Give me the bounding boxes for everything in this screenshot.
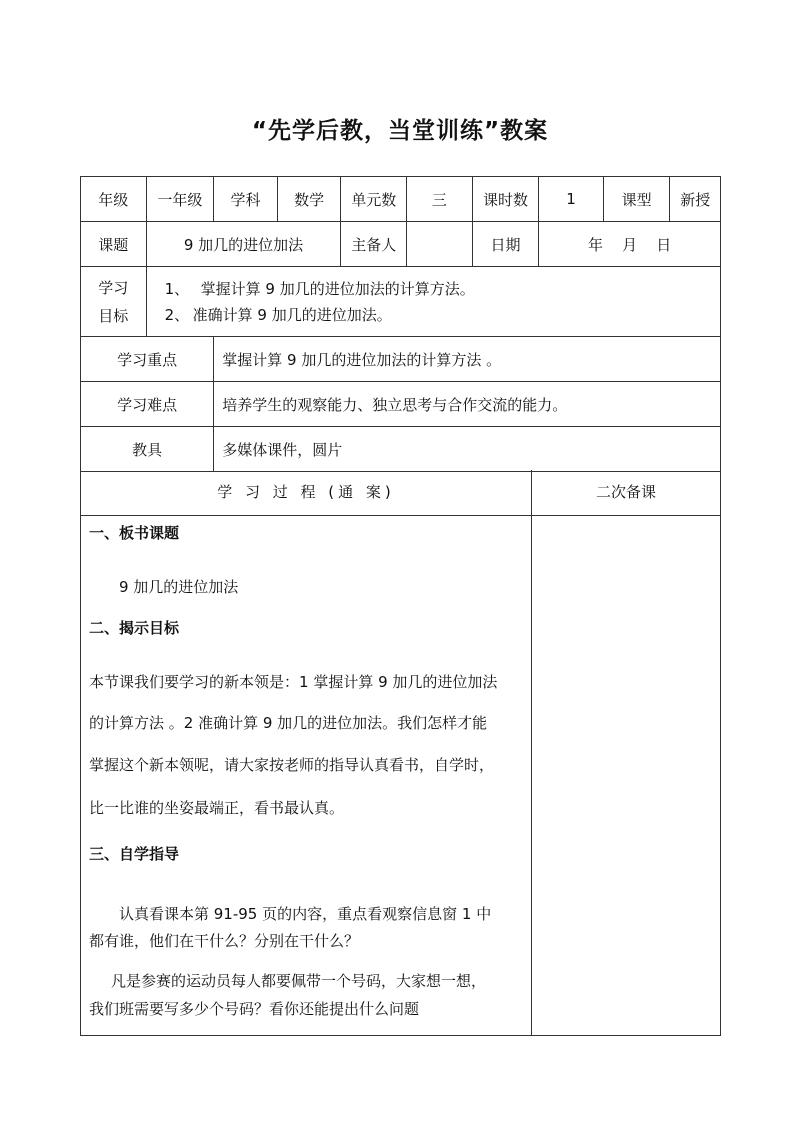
section-1-text: 9 加几的进位加法	[119, 578, 239, 596]
topic-value: 9 加几的进位加法	[146, 222, 341, 267]
section-3-p1-line-1: 认真看课本第 91-95 页的内容，重点看观察信息窗 1 中	[119, 905, 492, 923]
difficulty-label: 学习难点	[81, 382, 214, 427]
grade-value: 一年级	[146, 177, 214, 222]
page-title: “先学后教，当堂训练”教案	[251, 118, 549, 144]
section-3-p1-line-2: 都有谁，他们在干什么？分别在干什么？	[89, 932, 360, 950]
grade-label: 年级	[81, 177, 147, 222]
process-body	[81, 516, 532, 1035]
date-value: 年 月 日	[539, 222, 721, 267]
date-label: 日期	[472, 222, 539, 267]
process-header-right: 二次备课	[595, 483, 656, 501]
subject-value: 数学	[277, 177, 341, 222]
section-2-title: 二、揭示目标	[89, 619, 180, 637]
goal-item	[165, 276, 720, 302]
section-2-line-4: 比一比谁的坐姿最端正，看书最认真。	[89, 799, 345, 817]
second-prep-column	[532, 516, 720, 1035]
goals-label	[81, 267, 147, 337]
subject-label: 学科	[214, 177, 278, 222]
goal-number: 1、	[164, 279, 190, 298]
periods-value: 1	[539, 177, 604, 222]
preparer-value	[407, 222, 473, 267]
type-label: 课型	[603, 177, 670, 222]
goals-list	[165, 276, 720, 328]
section-3-p2-line-2: 我们班需要写多少个号码？看你还能提出什么问题	[89, 1000, 420, 1018]
process-section	[80, 470, 721, 1036]
preparer-label: 主备人	[341, 222, 407, 267]
tools-value: 多媒体课件，圆片	[214, 427, 721, 472]
section-2-line-2: 的计算方法 。2 准确计算 9 加几的进位加法。我们怎样才能	[89, 714, 488, 732]
tools-label: 教具	[81, 427, 214, 472]
goals-value	[146, 267, 720, 337]
section-3-p2-line-1: 凡是参赛的运动员每人都要佩带一个号码，大家想一想，	[111, 972, 487, 990]
goal-item	[165, 302, 720, 328]
section-2-line-1: 本节课我们要学习的新本领是：1 掌握计算 9 加几的进位加法	[89, 673, 498, 691]
process-header-left: 学 习 过 程 (通 案)	[81, 470, 532, 515]
section-2-line-3: 掌握这个新本领呢，请大家按老师的指导认真看书，自学时，	[89, 756, 495, 774]
topic-label: 课题	[81, 222, 147, 267]
periods-label: 课时数	[472, 177, 539, 222]
section-3-title: 三、自学指导	[89, 845, 180, 863]
goals-label-line2: 目标	[98, 306, 129, 325]
lesson-info-table	[80, 176, 721, 472]
goal-number: 2、	[164, 305, 190, 324]
key-value: 掌握计算 9 加几的进位加法的计算方法 。	[214, 337, 721, 382]
process-header	[81, 470, 720, 516]
goal-text: 掌握计算 9 加几的进位加法的计算方法。	[200, 279, 475, 298]
type-value: 新授	[670, 177, 721, 222]
section-1-title: 一、板书课题	[89, 524, 180, 542]
difficulty-value: 培养学生的观察能力、独立思考与合作交流的能力。	[214, 382, 721, 427]
goal-text: 准确计算 9 加几的进位加法。	[192, 305, 392, 324]
goals-label-line1: 学习	[98, 278, 129, 297]
unit-label: 单元数	[341, 177, 407, 222]
key-label: 学习重点	[81, 337, 214, 382]
unit-value: 三	[407, 177, 473, 222]
